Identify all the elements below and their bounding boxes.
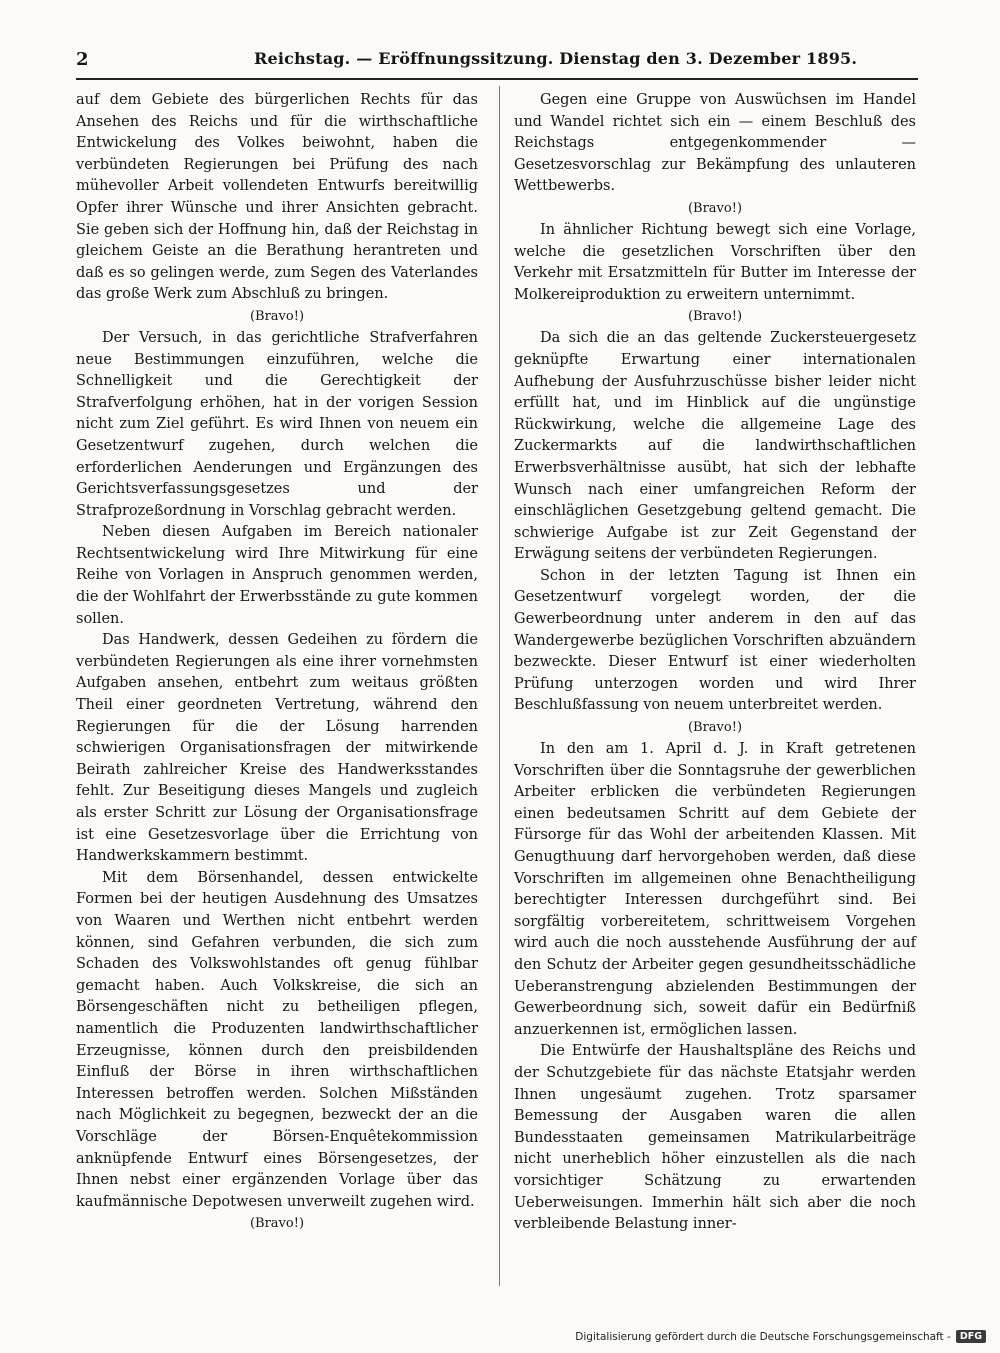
page-number: 2 <box>76 49 89 70</box>
paragraph: auf dem Gebiete des bürgerlichen Rechts für das Ansehen des Reichs und für die wirthschaftliche Entwickelung des Volkes beiwohnt, haben die verbündeten Regierungen bei Prüfung des nach mühevoller Arbeit vollendeten Entwurfs bereitwillig Opfer ihrer Wünsche und ihrer Ansichten gebracht. Sie geben sich der Hoffnung hin, daß der Reichstag in gleichem Geiste an die Berathung herantreten und daß es so gelingen werde, zum Segen des Vaterlandes das große Werk zum Abschluß zu bringen. <box>76 92 478 303</box>
bravo-interjection: (Bravo!) <box>687 200 743 216</box>
paragraph: Gegen eine Gruppe von Auswüchsen im Handel und Wandel richtet sich ein — einem Beschluß des Reichstags entgegenkommender — Gesetzesvorschlag zur Bekämpfung des unlauteren Wettbewerbs. <box>514 92 916 195</box>
paragraph: In den am 1. April d. J. in Kraft getretenen Vorschriften über die Sonntagsruhe der gewerblichen Arbeiter erblicken die verbündeten Regierungen einen bedeutsamen Schritt auf dem Gebiete der Fürsorge für das Wohl der arbeitenden Klassen. Mit Genugthuung darf hervorgehoben werden, daß diese Vorschriften im allgemeinen ohne Benachtheiligung berechtigter Interessen durchgeführt sind. Bei sorgfältig vorbereitetem, schrittweisem Vorgehen wird auch die noch ausstehende Ausführung der auf den Schutz der Arbeiter gegen gesundheitsschädliche Ueberanstrengung abzielenden Bestimmungen der Gewerbeordnung sich, soweit dafür ein Bedürfniß anzuerkennen ist, ermöglichen lassen. <box>514 741 916 1038</box>
running-title: Reichstag. — Eröffnungssitzung. Dienstag den 3. Dezember 1895. <box>254 49 858 68</box>
page-header <box>76 49 918 73</box>
dfg-logo: DFG <box>956 1330 986 1343</box>
paragraph: Mit dem Börsenhandel, dessen entwickelte Formen bei der heutigen Ausdehnung des Umsatzes von Waaren und Werthen nicht entbehrt werden können, sind Gefahren verbunden, die sich zum Schaden des Volkswohlstandes oft genug fühlbar gemacht haben. Auch Volkskreise, die sich an Börsengeschäften nicht zu betheiligen pflegen, namentlich die Produzenten landwirthschaftlicher Erzeugnisse, können durch den preisbildenden Einfluß der Börse in ihren wirthschaftlichen Interessen betroffen werden. Solchen Mißständen nach Möglichkeit zu begegnen, bezweckt der an die Vorschläge der Börsen-Enquêtekommission anknüpfende Entwurf eines Börsengesetzes, der Ihnen nebst einer ergänzenden Vorlage über das kaufmännische Depotwesen unverweilt zugehen wird. <box>76 869 478 1210</box>
paragraph: Der Versuch, in das gerichtliche Strafverfahren neue Bestimmungen einzuführen, welche die Schnelligkeit und die Gerechtigkeit der Strafverfolgung erhöhen, hat in der vorigen Session nicht zum Ziel geführt. Es wird Ihnen von neuem ein Gesetzentwurf zugehen, durch welchen die erforderlichen Aenderungen und Ergänzungen des Gerichtsverfassungsgesetzes und der Strafprozeßordnung in Vorschlag gebracht werden. <box>76 329 478 519</box>
bravo-interjection: (Bravo!) <box>249 1216 305 1232</box>
header-rule <box>76 78 918 80</box>
bravo-interjection: (Bravo!) <box>687 309 743 325</box>
right-column <box>514 90 916 1236</box>
paragraph: In ähnlicher Richtung bewegt sich eine Vorlage, welche die gesetzlichen Vorschriften über den Verkehr mit Ersatzmitteln für Butter im Interesse der Molkereiproduktion zu erweitern unternimmt. <box>514 221 916 303</box>
paragraph: Schon in der letzten Tagung ist Ihnen ein Gesetzentwurf vorgelegt worden, der die Gewerbeordnung unter anderem in den auf das Wandergewerbe bezüglichen Vorschriften abzuändern bezweckte. Dieser Entwurf ist einer wiederholten Prüfung unterzogen worden und wird Ihrer Beschlußfassung von neuem unterbreitet werden. <box>514 567 916 714</box>
paragraph: Die Entwürfe der Haushaltspläne des Reichs und der Schutzgebiete für das nächste Etatsjahr werden Ihnen ungesäumt zugehen. Trotz sparsamer Bemessung der Ausgaben waren die allen Bundesstaaten gemeinsamen Matrikularbeiträge nicht unerheblich höher einzustellen als die nach vorsichtiger Schätzung zu erwartenden Ueberweisungen. Immerhin hält sich aber die noch verbleibende Belastung inner- <box>514 1043 916 1233</box>
bravo-interjection: (Bravo!) <box>687 720 743 736</box>
paragraph: Da sich die an das geltende Zuckersteuergesetz geknüpfte Erwartung einer internationalen Aufhebung der Ausfuhrzuschüsse bisher leider nicht erfüllt hat, und im Hinblick auf die ungünstige Rückwirkung, welche die allgemeine Lage des Zuckermarkts auf die landwirthschaftlichen Erwerbsverhältnisse ausübt, hat sich der lebhafte Wunsch nach einer umfangreichen Reform der einschläglichen Gesetzgebung geltend gemacht. Die schwierige Aufgabe ist zur Zeit Gegenstand der Erwägung seitens der verbündeten Regierungen. <box>514 330 916 563</box>
footer <box>575 1330 986 1343</box>
footer-credit: Digitalisierung gefördert durch die Deutsche Forschungsgemeinschaft - <box>575 1330 951 1343</box>
paragraph: Das Handwerk, dessen Gedeihen zu fördern die verbündeten Regierungen als eine ihrer vornehmsten Aufgaben ansehen, entbehrt zum weitaus größten Theil einer geordneten Vertretung, während den Regierungen für die der Lösung harrenden schwierigen Organisationsfragen der mitwirkende Beirath zahlreicher Kreise des Handwerksstandes fehlt. Zur Beseitigung dieses Mangels und zugleich als erster Schritt zur Lösung der Organisationsfrage ist eine Gesetzesvorlage über die Errichtung von Handwerkskammern bestimmt. <box>76 632 478 865</box>
left-column <box>76 90 478 1235</box>
column-divider <box>499 86 500 1286</box>
paragraph: Neben diesen Aufgaben im Bereich nationaler Rechtsentwickelung wird Ihre Mitwirkung für eine Reihe von Vorlagen in Anspruch genommen werden, die der Wohlfahrt der Erwerbsstände zu gute kommen sollen. <box>76 524 478 627</box>
bravo-interjection: (Bravo!) <box>249 308 305 324</box>
